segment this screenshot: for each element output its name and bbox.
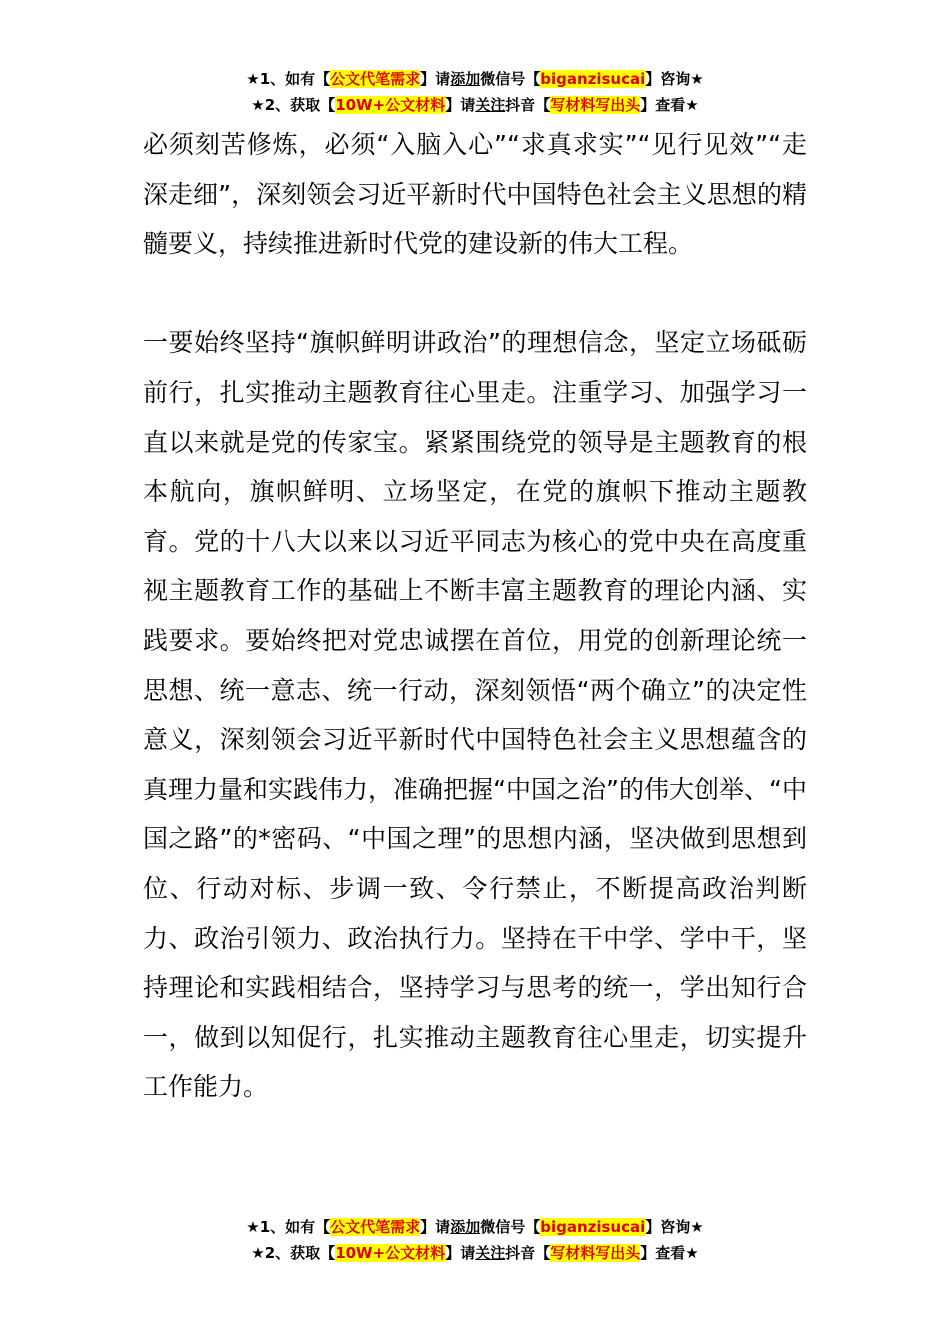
banner-line-1: ★1、如有【公文代笔需求】请添加微信号【biganzisucai】咨询★ [246, 70, 704, 88]
highlight-materials: 10W+公文材料 [335, 1244, 446, 1262]
highlight-douyin-account: 写材料写出头 [550, 96, 641, 114]
footer-banner [0, 1214, 950, 1266]
highlight-wechat-id: biganzisucai [540, 70, 646, 88]
highlight-service: 公文代笔需求 [330, 1218, 421, 1236]
header-banner [0, 66, 950, 118]
paragraph-1: 必须刻苦修炼，必须“入脑入心”“求真求实”“见行见效”“走深走细”，深刻领会习近平新时代中国特色社会主义思想的精髓要义，持续推进新时代党的建设新的伟大工程。 [143, 130, 807, 259]
highlight-service: 公文代笔需求 [330, 70, 421, 88]
document-body [143, 120, 807, 1112]
paragraph-2: 一要始终坚持“旗帜鲜明讲政治”的理想信念，坚定立场砥砺前行，扎实推动主题教育往心里走。注重学习、加强学习一直以来就是党的传家宝。紧紧围绕党的领导是主题教育的根本航向，旗帜鲜明、立场坚定，在党的旗帜下推动主题教育。党的十八大以来以习近平同志为核心的党中央在高度重视主题教育工作的基础上不断丰富主题教育的理论内涵、实践要求。要始终把对党忠诚摆在首位，用党的创新理论统一思想、统一意志、统一行动，深刻领悟“两个确立”的决定性意义，深刻领会习近平新时代中国特色社会主义思想蕴含的真理力量和实践伟力，准确把握“中国之治”的伟大创举、“中国之路”的*密码、“中国之理”的思想内涵，坚决做到思想到位、行动对标、步调一致、令行禁止，不断提高政治判断力、政治引领力、政治执行力。坚持在干中学、学中干，坚持理论和实践相结合，坚持学习与思考的统一，学出知行合一，做到以知促行，扎实推动主题教育往心里走，切实提升工作能力。 [143, 328, 807, 1102]
banner-line-2: ★2、获取【10W+公文材料】请关注抖音【写材料写出头】查看★ [251, 1244, 699, 1262]
highlight-douyin-account: 写材料写出头 [550, 1244, 641, 1262]
highlight-wechat-id: biganzisucai [540, 1218, 646, 1236]
paragraph-spacer [143, 269, 807, 319]
highlight-materials: 10W+公文材料 [335, 96, 446, 114]
banner-line-1: ★1、如有【公文代笔需求】请添加微信号【biganzisucai】咨询★ [246, 1218, 704, 1236]
banner-line-2: ★2、获取【10W+公文材料】请关注抖音【写材料写出头】查看★ [251, 96, 699, 114]
